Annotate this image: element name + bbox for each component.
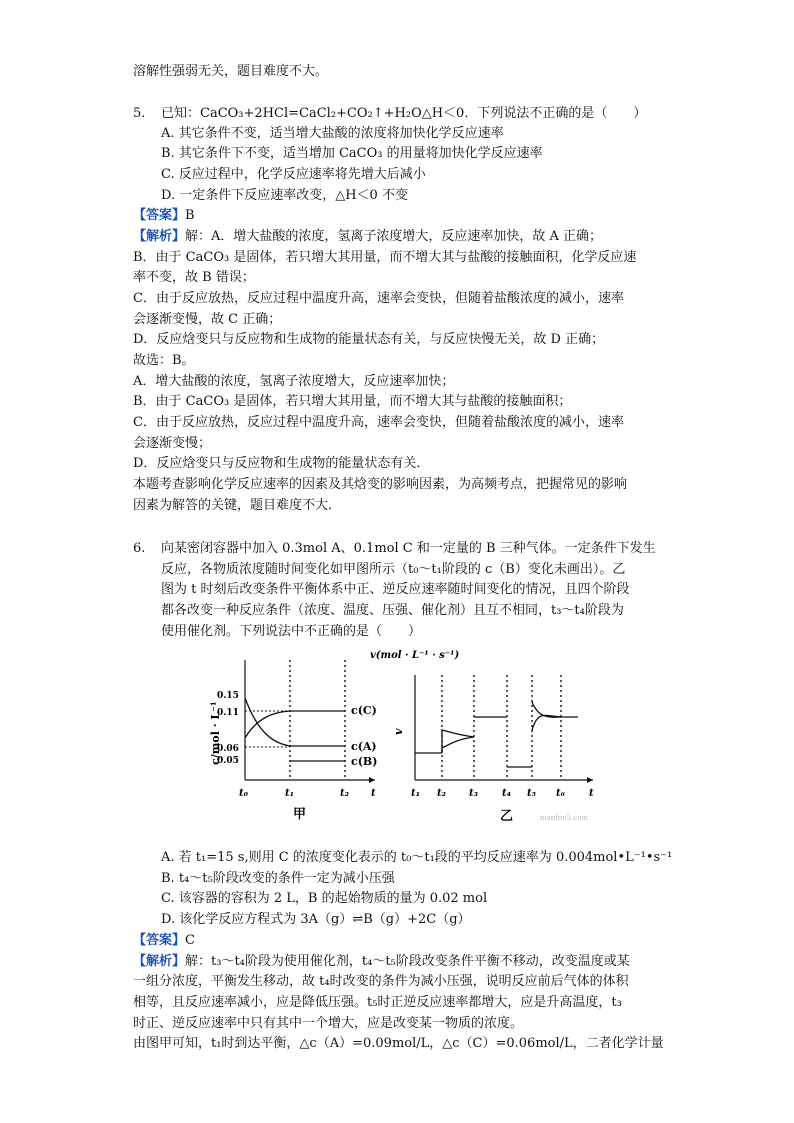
analysis-text: 解：t₃～t₄阶段为使用催化剂，t₄～t₅阶段改变条件平衡不移动，改变温度或某 bbox=[185, 954, 630, 969]
yi-title: v(mol · L⁻¹ · s⁻¹) bbox=[370, 650, 460, 661]
q5-option-b: B. 其它条件下不变，适当增加 CaCO₃ 的用量将加快化学反应速率 bbox=[161, 146, 543, 161]
q6-number: 6. bbox=[133, 541, 146, 556]
q6-analysis-line: 一组分浓度，平衡发生移动，故 t₄时改变的条件为减小压强，说明反应前后气体的体积 bbox=[133, 974, 629, 989]
yi-xtick: t₁ bbox=[411, 788, 420, 799]
yi-xtick: t₃ bbox=[469, 788, 478, 799]
answer-tag: 【答案】 bbox=[133, 933, 186, 948]
yi-rate-reverse bbox=[442, 737, 474, 753]
yi-xtick: t₄ bbox=[502, 788, 511, 799]
q5-number: 5. bbox=[133, 106, 146, 121]
jia-chart bbox=[209, 660, 377, 822]
yi-xtick: t₂ bbox=[437, 788, 446, 799]
q5-analysis-line bbox=[133, 227, 602, 247]
yi-chart bbox=[370, 650, 594, 824]
curve-cC bbox=[245, 711, 345, 738]
yi-x-arrow bbox=[587, 777, 593, 783]
q5-analysis-line: C．由于反应放热，反应过程中温度升高，速率会变快，但随着盐酸浓度的减小，速率 bbox=[133, 291, 624, 306]
q5-analysis-line: B．由于 CaCO₃ 是固体，若只增大其用量，而不增大其与盐酸的接触面积，化学反应速 bbox=[133, 250, 637, 265]
q6-stem-line: 使用催化剂。下列说法中不正确的是（ ） bbox=[161, 624, 422, 639]
q6-analysis-line: 由图甲可知，t₁时到达平衡，△c（A）=0.09mol/L，△c（C）=0.06mol/L，二者化学计量 bbox=[133, 1036, 664, 1051]
jia-x-arrow bbox=[369, 777, 375, 783]
q6-analysis-line: 时正、逆反应速率中只有其中一个增大，应是改变某一物质的浓度。 bbox=[133, 1016, 524, 1031]
label-cB: c(B) bbox=[351, 755, 378, 768]
yi-xtick: t₆ bbox=[556, 788, 565, 799]
answer-value: C bbox=[185, 933, 195, 948]
q6-option-d: D. 该化学反应方程式为 3A（g）⇌B（g）+2C（g） bbox=[161, 912, 471, 927]
q6-answer bbox=[133, 931, 195, 951]
answer-tag: 【答案】 bbox=[133, 208, 186, 223]
yi-xtick: t₅ bbox=[527, 788, 536, 799]
q5-analysis-line: D．反应焓变只与反应物和生成物的能量状态有关． bbox=[133, 456, 430, 471]
q6-figure bbox=[195, 640, 615, 840]
q6-stem-line: 都各改变一种反应条件（浓度、温度、压强、催化剂）且互不相同，t₃～t₄阶段为 bbox=[161, 603, 624, 618]
jia-tick-006: 0.06 bbox=[217, 744, 239, 754]
q5-option-d: D. 一定条件下反应速率改变，△H＜0 不变 bbox=[161, 188, 408, 203]
q5-analysis-line: 率不变，故 B 错误； bbox=[133, 270, 255, 285]
intro-line: 溶解性强弱无关，题目难度不大。 bbox=[133, 64, 329, 79]
q6-option-c: C. 该容器的容积为 2 L，B 的起始物质的量为 0.02 mol bbox=[161, 891, 488, 906]
q5-analysis-line: 因素为解答的关键，题目难度不大． bbox=[133, 498, 342, 513]
analysis-tag: 【解析】 bbox=[133, 229, 186, 244]
label-cA: c(A) bbox=[351, 740, 377, 753]
q6-option-b: B. t₄～t₅阶段改变的条件一定为减小压强 bbox=[161, 871, 395, 886]
label-cC: c(C) bbox=[351, 704, 377, 717]
q5-analysis-line: 故选：B。 bbox=[133, 353, 195, 368]
q6-analysis-line bbox=[133, 952, 630, 972]
curve-cA bbox=[245, 698, 345, 746]
jia-xtick: t bbox=[371, 788, 376, 799]
q6-stem-line: 向某密闭容器中加入 0.3mol A、0.1mol C 和一定量的 B 三种气体。一定条件下发生 bbox=[161, 541, 656, 556]
jia-y-label: c/mol · L⁻¹ bbox=[209, 701, 222, 765]
jia-xtick: t₁ bbox=[285, 788, 294, 799]
answer-value: B bbox=[185, 208, 195, 223]
jia-label: 甲 bbox=[293, 807, 307, 822]
q6-analysis-line: 相等，且反应速率减小，应是降低压强。t₅时正逆反应速率都增大，应是升高温度，t₃ bbox=[133, 995, 622, 1010]
yi-xtick: t bbox=[589, 788, 594, 799]
jia-xtick: t₀ bbox=[239, 788, 248, 799]
q5-answer bbox=[133, 206, 195, 226]
q5-stem: 已知：CaCO₃+2HCl=CaCl₂+CO₂↑+H₂O△H＜0．下列说法不正确的是（ ） bbox=[161, 106, 647, 121]
q6-option-a: A. 若 t₁=15 s,则用 C 的浓度变化表示的 t₀～t₁段的平均反应速率为 0.004mol•L⁻¹•s⁻¹ bbox=[161, 850, 673, 865]
q5-analysis-line: A．增大盐酸的浓度，氢离子浓度增大，反应速率加快； bbox=[133, 374, 455, 389]
q5-analysis-line: C．由于反应放热，反应过程中温度升高，速率会变快，但随着盐酸浓度的减小，速率 bbox=[133, 415, 624, 430]
q5-analysis-line: 会逐渐变慢，故 C 正确； bbox=[133, 312, 282, 327]
q5-option-c: C. 反应过程中，化学反应速率将先增大后减小 bbox=[161, 167, 426, 182]
q6-stem-line: 反应，各物质浓度随时间变化如甲图所示（t₀～t₁阶段的 c（B）变化未画出）。乙 bbox=[161, 562, 626, 577]
jia-xtick: t₂ bbox=[340, 788, 349, 799]
jia-tick-011: 0.11 bbox=[217, 708, 239, 718]
q5-analysis-line: D．反应焓变只与反应物和生成物的能量状态有关，与反应快慢无关，故 D 正确； bbox=[133, 332, 605, 347]
q5-analysis-line: 会逐渐变慢； bbox=[133, 436, 212, 451]
q5-analysis-line: 本题考查影响化学反应速率的因素及其焓变的影响因素，为高频考点，把握常见的影响 bbox=[133, 477, 628, 492]
yi-y-label: v bbox=[392, 728, 405, 735]
jia-tick-015: 0.15 bbox=[217, 691, 239, 701]
jia-tick-005: 0.05 bbox=[217, 756, 239, 766]
q5-analysis-line: B．由于 CaCO₃ 是固体，若只增大其用量，而不增大其与盐酸的接触面积； bbox=[133, 394, 572, 409]
q5-option-a: A. 其它条件不变，适当增大盐酸的浓度将加快化学反应速率 bbox=[161, 126, 504, 141]
q6-stem-line: 图为 t 时刻后改变条件平衡体系中正、逆反应速率随时间变化的情况，且四个阶段 bbox=[161, 582, 630, 597]
analysis-tag: 【解析】 bbox=[133, 954, 186, 969]
watermark: manfen5.com bbox=[540, 814, 589, 822]
analysis-text: 解：A．增大盐酸的浓度，氢离子浓度增大，反应速率加快，故 A 正确； bbox=[185, 229, 603, 244]
yi-label: 乙 bbox=[500, 809, 514, 824]
